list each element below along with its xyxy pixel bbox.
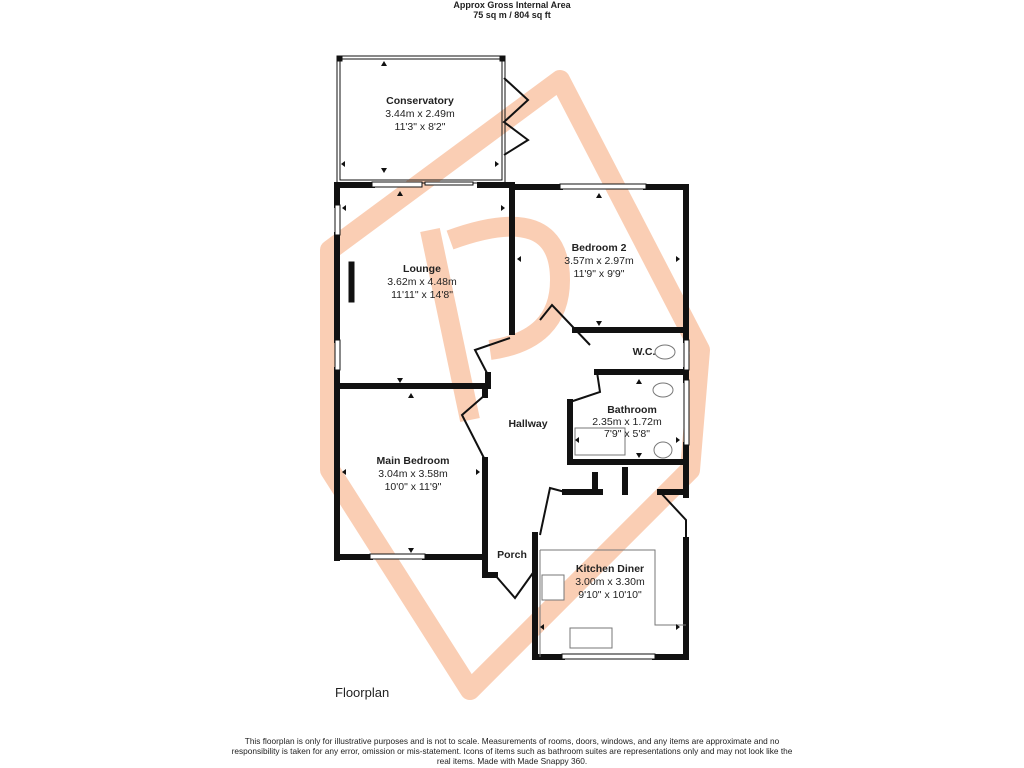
disclaimer: This floorplan is only for illustrative purposes and is not to scale. Measurements of rooms, doors, windows, and any items are approximate and no responsibility is taken for any error, omission or mis-statement. Icons of items such as bathroom suites are representations only and may not look like the real items. Made with Made Snappy 360. <box>231 736 793 766</box>
conservatory-name: Conservatory <box>386 95 454 107</box>
conservatory-imperial: 11'3" x 8'2" <box>394 121 446 133</box>
lounge-metric: 3.62m x 4.48m <box>387 276 457 288</box>
bathroom-name: Bathroom <box>607 404 657 416</box>
kitchen-name: Kitchen Diner <box>575 563 645 575</box>
wc-name: W.C. <box>632 346 656 358</box>
bathroom-imperial: 7'9" x 5'8" <box>604 428 650 440</box>
conservatory-metric: 3.44m x 2.49m <box>385 108 455 120</box>
porch-name: Porch <box>497 549 527 561</box>
bathroom-metric: 2.35m x 1.72m <box>592 416 662 428</box>
area-value: 75 sq m / 804 sq ft <box>473 10 551 20</box>
wc-toilet-icon <box>655 345 675 359</box>
hallway-name: Hallway <box>508 418 548 430</box>
kitchen-imperial: 9'10" x 10'10" <box>578 589 642 601</box>
main-bedroom-imperial: 10'0" x 11'9" <box>384 481 442 493</box>
kitchen-metric: 3.00m x 3.30m <box>575 576 645 588</box>
sink-icon <box>570 628 612 648</box>
bedroom2-name: Bedroom 2 <box>571 242 627 254</box>
bedroom2-imperial: 11'9" x 9'9" <box>573 268 625 280</box>
main-bedroom-metric: 3.04m x 3.58m <box>378 468 448 480</box>
basin-icon <box>654 442 672 458</box>
hob-icon <box>542 575 564 600</box>
main-bedroom-name: Main Bedroom <box>376 455 450 467</box>
lounge-name: Lounge <box>403 263 441 275</box>
lounge-imperial: 11'11" x 14'8" <box>391 289 453 301</box>
floorplan-caption: Floorplan <box>335 685 390 700</box>
area-title: Approx Gross Internal Area <box>453 0 571 10</box>
toilet-icon <box>653 383 673 397</box>
bedroom2-metric: 3.57m x 2.97m <box>564 255 634 267</box>
